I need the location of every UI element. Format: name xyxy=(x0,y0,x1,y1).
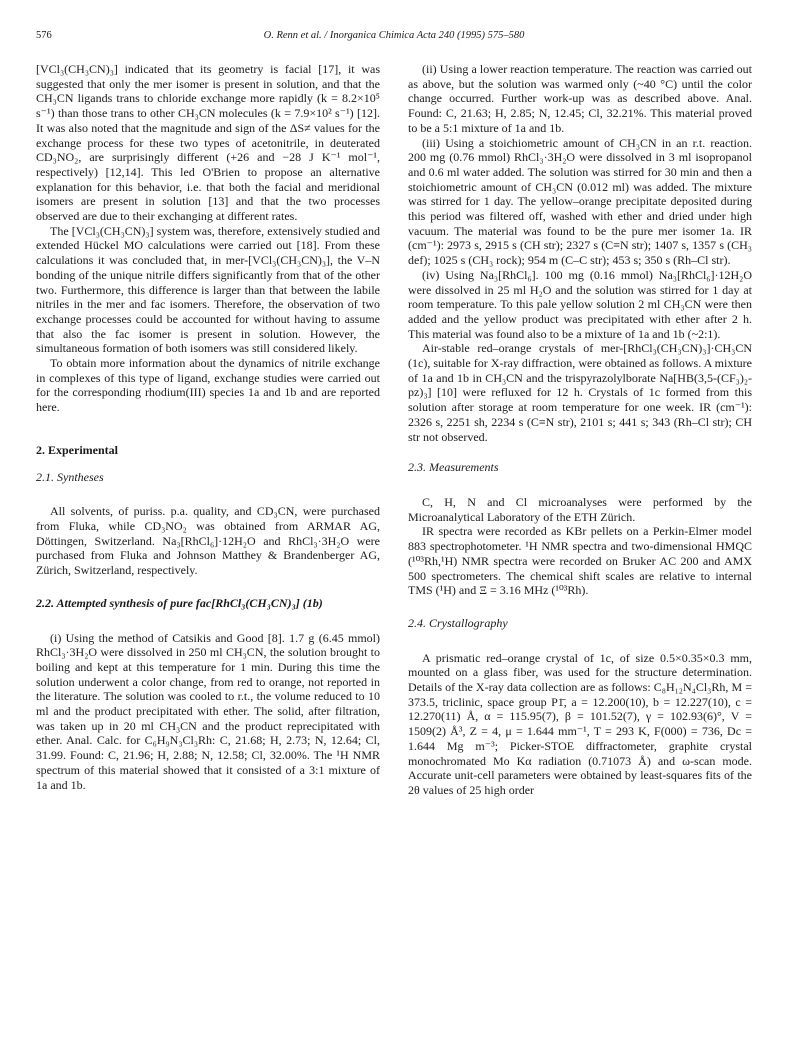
paragraph: C, H, N and Cl microanalyses were performed by the Microanalytical Laboratory of the ETH Zürich. xyxy=(408,494,752,524)
page-header xyxy=(36,30,752,50)
running-head: O. Renn et al. / Inorganica Chimica Acta 240 (1995) 575–580 xyxy=(263,30,525,41)
paragraph: IR spectra were recorded as KBr pellets on a Perkin-Elmer model 883 spectrophotometer. ¹H NMR spectra and two-dimensional HMQC (¹⁰³Rh,¹H) NMR spectra were recorded on Bruker AC 200 and AMX 500 spectrometers. The chemical shift scales are relative to internal TMS (¹H) and Ξ = 3.16 MHz (¹⁰³Rh). xyxy=(408,524,752,598)
subsection-heading-syntheses: 2.1. Syntheses xyxy=(36,469,104,484)
right-column xyxy=(408,62,752,798)
paragraph: (ii) Using a lower reaction temperature. The reaction was carried out as above, but the solution was warmed only (~40 °C) until the color change occurred. Further work-up was as described above. Anal. Found: C, 21.63; H, 2.85; N, 12.45; Cl, 32.21%. This material proved to be a 5:1 mixture of 1a and 1b. xyxy=(408,62,752,135)
paragraph: (iv) Using Na₃[RhCl₆]. 100 mg (0.16 mmol) Na₃[RhCl₆]·12H₂O were dissolved in 25 ml H₂O and the solution was stirred for 1 day at room temperature. To this pale yellow solution 2 ml CH₃CN were then added and the yellow product was precipitated with ether after 2 h. This material was found also to be a mixture of 1a and 1b (~2:1). xyxy=(408,267,752,341)
paragraph: To obtain more information about the dynamics of nitrile exchange in complexes of this type of ligand, exchange studies were carried out for the corresponding rhodium(III) species 1a and 1b and are reported here. xyxy=(36,356,380,415)
paragraph: The [VCl₃(CH₃CN)₃] system was, therefore, extensively studied and extended Hückel MO calculations were carried out [18]. From these calculations it was concluded that, in mer-[VCl₃(CH₃CN)₃], the V–N bonding of the unique nitrile differs significantly from that of the other two. Furthermore, this difference is larger than that between the labile nitriles in the mer and fac isomers. Therefore, the observation of two exchange processes could be accounted for without having to assume that also the fac isomer is present in solution. However, the simultaneous formation of both isomers was still considered likely. xyxy=(36,223,380,356)
paragraph: [VCl₃(CH₃CN)₃] indicated that its geometry is facial [17], it was suggested that only the mer isomer is present in solution, and that the CH₃CN ligands trans to chloride exchange more rapidly (k = 8.2×10⁵ s⁻¹) than those trans to other CH₃CN molecules (k = 7.9×10² s⁻¹) [12]. It was also noted that the magnitude and sign of the ΔS≠ values for the exchange process for these two types of acetonitrile, in deuterated CD₃NO₂, are surprisingly different (+26 and −28 J K⁻¹ mol⁻¹, respectively) [12,14]. This led O'Brien to propose an alternative explanation for this behavior, i.e. that both the facial and meridional isomers are present in solution [13] and that the two processes observed are due to their exchanging at different rates. xyxy=(36,62,380,224)
subsection-heading-attempted-synthesis: 2.2. Attempted synthesis of pure fac[RhCl₃(CH₃CN)₃] (1b) xyxy=(36,595,323,610)
section-heading-experimental: 2. Experimental xyxy=(36,442,118,457)
left-column xyxy=(36,62,380,792)
subsection-heading-crystallography: 2.4. Crystallography xyxy=(408,615,508,630)
paragraph: A prismatic red–orange crystal of 1c, of size 0.5×0.35×0.3 mm, mounted on a glass fiber, was used for the structure determination. Details of the X-ray data collection are as follows: C₈H₁₂N₄Cl₃Rh, M = 373.5, triclinic, space group P1̄, a = 12.200(10), b = 12.227(10), c = 12.270(11) Å, α = 115.95(7), β = 101.52(7), γ = 102.93(6)°, V = 1509(2) Å³, Z = 4, μ = 1.644 mm⁻¹, T = 293 K, F(000) = 736, Dc = 1.644 Mg m⁻³; Picker-STOE diffractometer, graphite crystal monochromated Mo Kα radiation (0.71073 Å) and ω-scan mode. Accurate unit-cell parameters were obtained by least-squares fits of the 2θ values of 25 high order xyxy=(408,650,752,797)
paragraph: Air-stable red–orange crystals of mer-[RhCl₃(CH₃CN)₃]·CH₃CN (1c), suitable for X-ray diffraction, were obtained as follows. A mixture of 1a and 1b in CH₃CN and the trispyrazolylborate Na[HB(3,5-(CF₃)₂-pz)₃] [10] were refluxed for 12 h. Crystals of 1c formed from this solution after storage at room temperature for one week. IR (cm⁻¹): 2326 s, 2251 sh, 2234 s (C≡N str), 2101 s; 441 s; 343 (Rh–Cl str); CH str not observed. xyxy=(408,341,752,444)
paragraph: (i) Using the method of Catsikis and Good [8]. 1.7 g (6.45 mmol) RhCl₃·3H₂O were dissolved in 250 ml CH₃CN, the solution brought to boiling and kept at this temperature for 1 min. During this time the solution underwent a color change, from red to orange, not reported in the literature. The solution was cooled to r.t., the volume reduced to 10 ml and the product precipitated with ether. The solid, after filtration, was taken up in 20 ml CH₃CN and the product reprecipitated with ether. Anal. Calc. for C₆H₉N₃Cl₃Rh: C, 21.68; H, 2.73; N, 12.64; Cl, 31.99. Found: C, 21.96; H, 2.88; N, 12.58; Cl, 32.00%. The ¹H NMR spectrum of this material showed that it consisted of a 3:1 mixture of 1a and 1b. xyxy=(36,630,380,792)
paragraph: (iii) Using a stoichiometric amount of CH₃CN in an r.t. reaction. 200 mg (0.76 mmol) RhCl₃·3H₂O were dissolved in 3 ml isopropanol and 0.6 ml water added. The solution was stirred for 30 min and then a stoichiometric amount of CH₃CN (0.012 ml) was added. The mixture was stirred for 1 day. The yellow–orange precipitate deposited during this period was filtered off, washed with ether and dried under high vacuum. The material was found to be the pure mer isomer 1a. IR (cm⁻¹): 2973 s, 2915 s (CH str); 2327 s (C≡N str); 1407 s, 1357 s (CH₃ def); 1025 s (CH₃ rock); 954 m (C–C str); 453 s; 350 s (Rh–Cl str). xyxy=(408,135,752,268)
paragraph: All solvents, of puriss. p.a. quality, and CD₃CN, were purchased from Fluka, while CD₃NO₂ was obtained from ARMAR AG, Döttingen, Switzerland. Na₃[RhCl₆]·12H₂O and RhCl₃·3H₂O were purchased from Fluka and Johnson Matthey & Brandenberger AG, Zürich, Switzerland, respectively. xyxy=(36,504,380,578)
subsection-heading-measurements: 2.3. Measurements xyxy=(408,460,499,475)
page-number: 576 xyxy=(36,30,52,41)
